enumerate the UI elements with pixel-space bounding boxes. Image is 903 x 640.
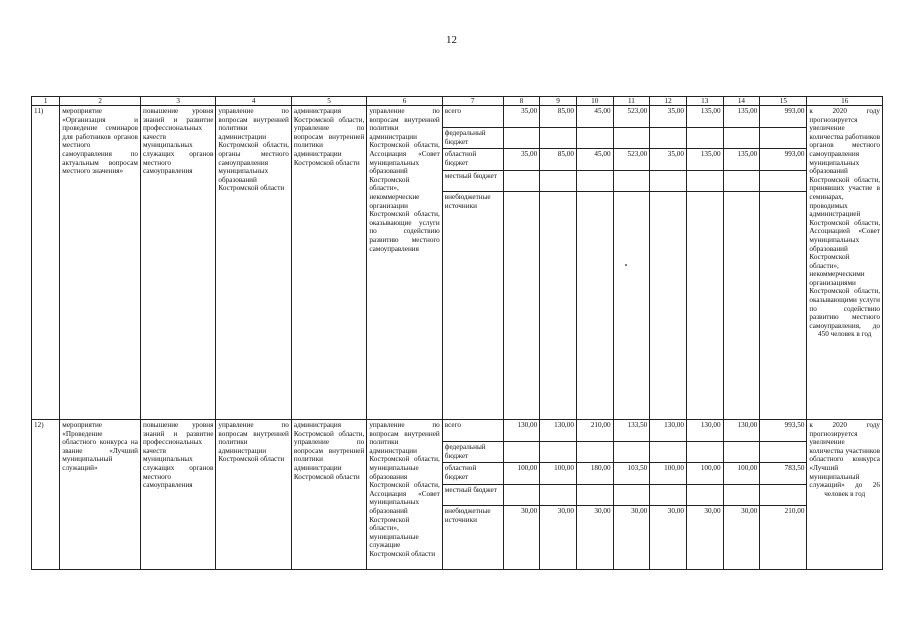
activity-name: мероприятие «Организация и проведение семинаров для работников органов местного самоуправления по актуальным вопросам местного значения» [60,106,141,420]
funding-value [650,485,687,506]
funding-value: 85,00 [540,106,577,128]
funding-value: 45,00 [576,149,613,171]
funding-value [540,442,577,463]
funding-value [723,128,760,149]
funding-value: 85,00 [540,149,577,171]
table-row [32,106,883,128]
column-number: 16 [807,97,883,106]
column-number: 10 [576,97,613,106]
funding-value: 100,00 [540,463,577,485]
column-number: 2 [60,97,141,106]
funding-value [503,442,540,463]
funding-value: 210,00 [760,506,807,570]
column-number: 11 [613,97,650,106]
funding-value: 30,00 [503,506,540,570]
funding-value [576,192,613,420]
funding-value: 45,00 [576,106,613,128]
funding-value: 30,00 [686,506,723,570]
column-number: 4 [216,97,291,106]
responsible-executor: управление по вопросам внутренней политики администрации Костромской области, органы местного самоуправления муниципальных образований Костромской области [216,106,291,420]
row-number: 11) [32,106,60,420]
funding-value [686,485,723,506]
funding-value [686,128,723,149]
funding-value: 523,00 [613,149,650,171]
funding-value [613,192,650,420]
funding-value: 100,00 [503,463,540,485]
funding-source-label: всего [442,420,503,442]
funding-value [650,442,687,463]
activity-goal: повышение уровня знаний и развитие профессиональных качеств муниципальных служащих органов местного самоуправления [140,106,215,420]
funding-value: 130,00 [650,420,687,442]
funding-value [503,171,540,192]
funding-value [613,442,650,463]
funding-source-label: федеральный бюджет [442,442,503,463]
funding-value [613,485,650,506]
funding-value [650,128,687,149]
funding-value [650,192,687,420]
funding-value: 135,00 [686,106,723,128]
funding-value [503,485,540,506]
funding-value [723,192,760,420]
funding-value: 30,00 [723,506,760,570]
column-number: 14 [723,97,760,106]
funding-value [650,171,687,192]
funding-value: 30,00 [576,506,613,570]
activity-name: мероприятие «Проведение областного конкурса на звание «Лучший муниципальный служащий» [60,420,141,570]
funding-value [723,485,760,506]
funding-value [540,128,577,149]
funding-value: 993,50 [760,420,807,442]
funding-value [686,442,723,463]
funding-value [760,171,807,192]
funding-value [576,442,613,463]
column-number: 6 [367,97,442,106]
page-number: 12 [446,34,457,46]
funding-value [760,128,807,149]
column-numbers-row [32,97,883,106]
funding-value [576,485,613,506]
funding-value: 100,00 [686,463,723,485]
expected-result: к 2020 году прогнозируется увеличение количества работников органов местного самоуправления муниципальных образований Костромской области, принявших участие в семинарах, проводимых администрацией Костромской области, Ассоциацией «Совет муниципальных образований Костромской области», некоммерческими организациями Костромской области, оказывающими услуги по содействию развитию местного самоуправления, до 450 человек в год [807,106,883,420]
funding-value: 35,00 [503,106,540,128]
column-number: 5 [291,97,366,106]
funding-value [576,171,613,192]
expected-result: к 2020 году прогнозируется увеличение количества участников областного конкурса «Лучший муниципальный служащий» до 26 человек в год [807,420,883,570]
funding-source-label: всего [442,106,503,128]
funding-value [760,442,807,463]
participants: управление по вопросам внутренней политики администрации Костромской области, муниципальные образования Костромской области, Ассоциация «Совет муниципальных образований Костромской области», муниципальные служащие Костромской области [367,420,442,570]
program-table [31,96,883,570]
funding-value: 135,00 [723,106,760,128]
funding-value [576,128,613,149]
funding-source-label: областной бюджет [442,463,503,485]
funding-value: 180,00 [576,463,613,485]
activity-goal: повышение уровня знаний и развитие профессиональных качеств муниципальных служащих органов местного самоуправления [140,420,215,570]
funding-value [613,128,650,149]
funding-value: 35,00 [503,149,540,171]
funding-value: 130,00 [723,420,760,442]
funding-value: 30,00 [613,506,650,570]
column-number: 12 [650,97,687,106]
funding-value: 993,00 [760,106,807,128]
funding-value [723,442,760,463]
funding-value: 103,50 [613,463,650,485]
row-number: 12) [32,420,60,570]
funding-value: 30,00 [650,506,687,570]
funding-value: 133,50 [613,420,650,442]
funding-source-label: областной бюджет [442,149,503,171]
funding-value [760,192,807,420]
funding-value [686,192,723,420]
funding-value [540,171,577,192]
funding-value: 783,50 [760,463,807,485]
column-number: 9 [540,97,577,106]
column-number: 7 [442,97,503,106]
funding-value [686,171,723,192]
funding-value: 30,00 [540,506,577,570]
column-number: 15 [760,97,807,106]
column-number: 1 [32,97,60,106]
funding-value: 35,00 [650,106,687,128]
funding-source-label: внебюджетные источники [442,506,503,570]
funding-value: 135,00 [723,149,760,171]
funding-value [723,171,760,192]
funding-source-label: местный бюджет [442,485,503,506]
funding-value: 135,00 [686,149,723,171]
funding-value: 210,00 [576,420,613,442]
funding-value: 130,00 [540,420,577,442]
funding-source-label: местный бюджет [442,171,503,192]
co-executor: администрация Костромской области, управление по вопросам внутренней политики администрации Костромской области [291,420,366,570]
column-number: 8 [503,97,540,106]
funding-value: 130,00 [686,420,723,442]
participants: управление по вопросам внутренней политики администрации Костромской области, Ассоциация «Совет муниципальных образований Костромской области», некоммерческие организации Костромской области, оказывающие услуги по содействию развитию местного самоуправления [367,106,442,420]
scan-speck [625,264,627,266]
funding-value: 100,00 [650,463,687,485]
funding-value: 100,00 [723,463,760,485]
funding-value [503,192,540,420]
funding-value: 130,00 [503,420,540,442]
funding-value [540,485,577,506]
funding-value [540,192,577,420]
funding-source-label: федеральный бюджет [442,128,503,149]
funding-source-label: внебюджетные источники [442,192,503,420]
funding-value [503,128,540,149]
co-executor: администрация Костромской области, управление по вопросам внутренней политики администрации Костромской области [291,106,366,420]
column-number: 13 [686,97,723,106]
table-row [32,420,883,442]
funding-value: 993,00 [760,149,807,171]
column-number: 3 [140,97,215,106]
funding-value [613,171,650,192]
responsible-executor: управление по вопросам внутренней политики администрации Костромской области [216,420,291,570]
funding-value [760,485,807,506]
funding-value: 523,00 [613,106,650,128]
funding-value: 35,00 [650,149,687,171]
